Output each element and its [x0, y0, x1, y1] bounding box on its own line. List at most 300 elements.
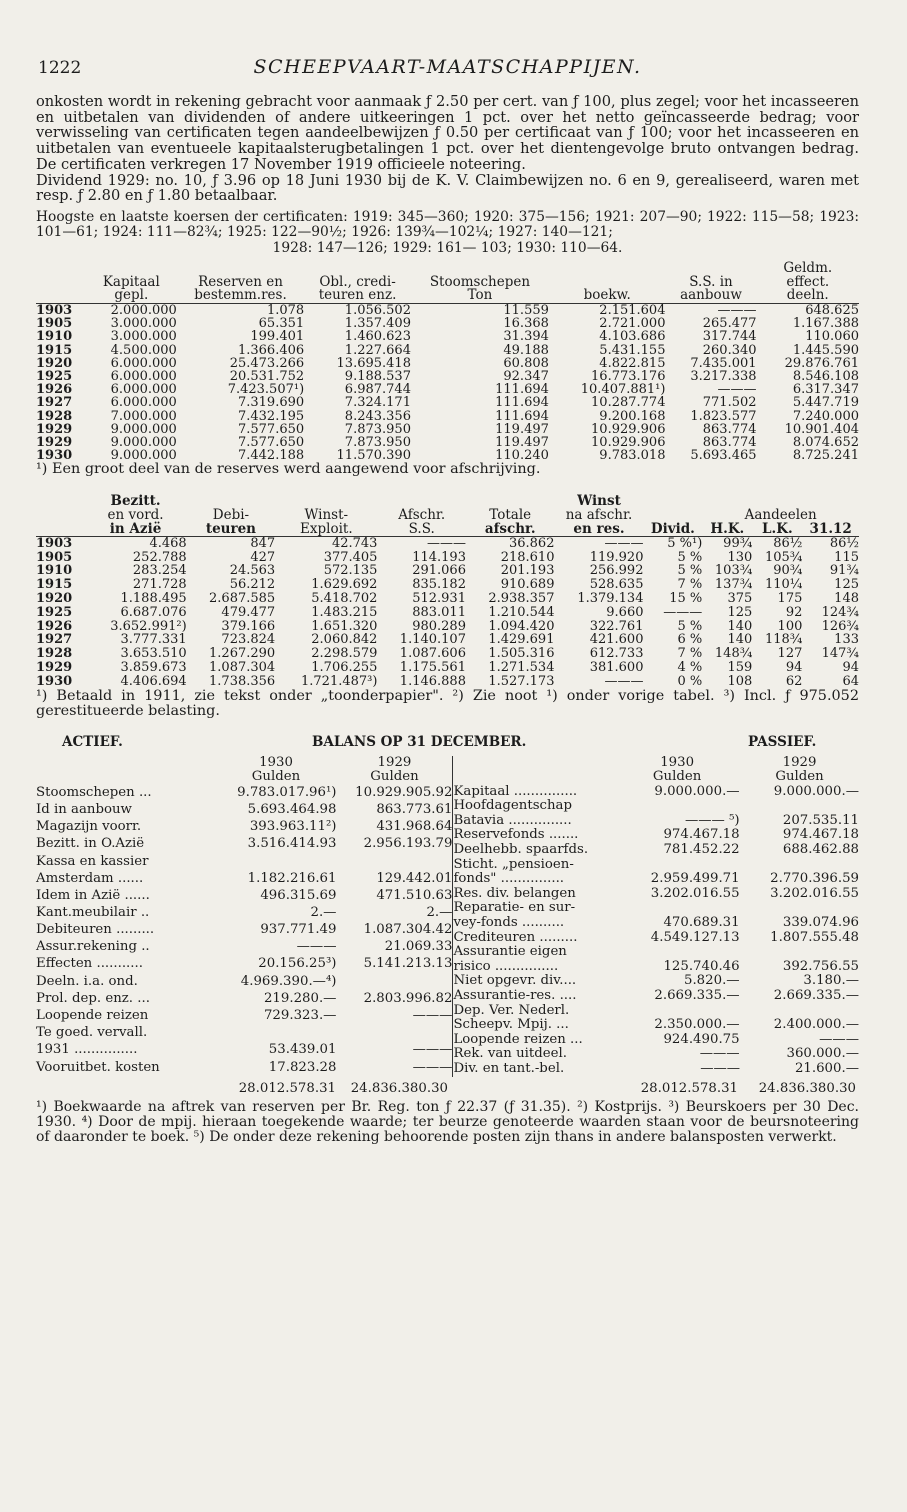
balance-row: [453, 785, 859, 800]
table2-header-row-3: in Azië teuren Exploit. S.S. afschr. en res. Divid. H.K. L.K. 31.12: [36, 522, 859, 537]
table-cell: 2.687.585: [209, 591, 276, 607]
table-cell: 5.693.464.98: [247, 802, 337, 818]
table-cell: Kapitaal ...............: [453, 783, 578, 799]
table-cell: 729.323.—: [263, 1007, 337, 1023]
table-cell: 1.483.215: [311, 604, 378, 620]
actief-body: [36, 785, 452, 1077]
table-cell: ———: [819, 1031, 859, 1047]
table-cell: ———: [604, 673, 644, 689]
table-cell: 111.694: [495, 408, 549, 424]
table-cell: 10.901.404: [784, 421, 859, 437]
table-cell: 5 %: [677, 549, 703, 565]
table-cell: [615, 1004, 740, 1019]
table-cell: 175: [777, 591, 803, 607]
table-cell: 612.733: [589, 646, 644, 662]
table-cell: 21.069.33: [384, 939, 453, 955]
table-cell: 322.761: [589, 618, 644, 634]
balance-row: [453, 843, 859, 858]
table-cell: 1.087.606: [399, 646, 466, 662]
table-cell: Vooruitbet. kosten: [36, 1059, 160, 1075]
page-number: 1222: [38, 58, 82, 78]
table-cell: 317.744: [702, 329, 757, 345]
table-cell: 105¾: [764, 549, 803, 565]
table-cell: 974.467.18: [663, 827, 740, 843]
table-cell: 1925: [36, 604, 73, 620]
balance-row: [36, 853, 452, 870]
balance-row: [453, 1033, 859, 1048]
table-cell: 199.401: [250, 329, 305, 345]
table-cell: 118¾: [764, 632, 803, 648]
table-cell: 974.467.18: [782, 827, 859, 843]
table-cell: 883.011: [412, 604, 466, 620]
total-actief-1929: 24.836.380.30: [350, 1080, 448, 1096]
table-cell: 9.000.000.—: [654, 783, 740, 799]
results-table: [36, 494, 859, 689]
table-cell: 16.773.176: [591, 368, 666, 384]
table-cell: 283.254: [132, 563, 187, 579]
table-cell: 379.166: [221, 618, 276, 634]
table-cell: Loopende reizen ...: [453, 1031, 583, 1047]
table-cell: 2.—: [310, 905, 337, 920]
table-cell: 125.740.46: [663, 958, 740, 974]
dividend-paragraph: Dividend 1929: no. 10, ƒ 3.96 op 18 Juni 1930 bij de K. V. Claimbewijzen no. 6 en 9, gerealiseerd, waren met resp. ƒ 2.80 en ƒ 1.80 betaalbaar.: [36, 171, 859, 205]
table-cell: 1915: [36, 577, 73, 593]
table-cell: 1.445.590: [792, 342, 859, 358]
table-cell: 910.689: [500, 577, 555, 593]
table-cell: 3.516.414.93: [247, 836, 337, 852]
table-cell: 99¾: [723, 535, 753, 551]
table-cell: Kassa en kassier: [36, 853, 149, 869]
table-cell: 140: [727, 618, 753, 634]
table-cell: 1.167.388: [792, 316, 859, 332]
table-cell: 5 %¹): [667, 535, 703, 551]
table-cell: 2.151.604: [599, 302, 666, 318]
table-cell: 924.490.75: [663, 1031, 740, 1047]
table-row: [36, 423, 859, 436]
table-cell: 10.929.906: [591, 434, 666, 450]
table-cell: 7.000.000: [110, 408, 177, 424]
table-cell: Debiteuren .........: [36, 922, 155, 938]
table-cell: 648.625: [805, 302, 859, 318]
table-cell: 1.366.406: [237, 342, 305, 358]
table-cell: [615, 945, 740, 960]
table-cell: 847: [250, 535, 276, 551]
table-cell: 9.000.000: [110, 421, 177, 437]
table-cell: [740, 901, 859, 916]
table-cell: 377.405: [323, 549, 378, 565]
table-cell: [740, 945, 859, 960]
table-cell: ———: [604, 535, 644, 551]
table-cell: 127: [777, 646, 803, 662]
balance-title-row: [36, 734, 859, 754]
passief-body: [453, 785, 859, 1077]
table-cell: 20.531.752: [229, 368, 305, 384]
table-cell: Scheepv. Mpij. ...: [453, 1017, 569, 1033]
table-cell: 42.743: [331, 535, 378, 551]
table-cell: 421.600: [589, 632, 644, 648]
balance-row: [453, 974, 859, 989]
balance-sheet: [36, 756, 859, 1077]
table-cell: 119.920: [589, 549, 644, 565]
table-cell: 1.379.134: [577, 591, 644, 607]
table-row: [36, 675, 859, 689]
table-cell: 94: [785, 660, 803, 676]
table-cell: 1.505.316: [488, 646, 555, 662]
balance-row: [453, 1047, 859, 1062]
table-cell: Bezitt. in O.Azië: [36, 836, 145, 852]
table-cell: 1.182.216.61: [247, 870, 337, 886]
table-cell: 252.788: [132, 549, 187, 565]
passief-table: 1930 1929 Gulden Gulden Kapitaal ............... 9.000.000.— 9.000.000.— Hoofdagentschap Batavia ............... ——— ⁵) 207.535.11 Reservefonds ....... 974.467.18 974.467.18 Deelhebb. spaarfds. 781.452.22 688.462.88 Sticht. „pensioen- fonds" ............... 2.959.499.71 2.770.396.59 Res. div. belangen 3.202.016.55 3.202.016.55 Reparatie- en sur- vey-fonds .......... 470.689.31 339.074.96 Crediteuren ......... 4.549.127.13 1.807.555.48 Assurantie eigen risico ............... 125.740.46 392.756.55 Niet opgevr. div.... 5.820.— 3.180.— Assurantie-res. .... 2.669.335.— 2.669.335.— Dep. Ver. Nederl. Scheepv. Mpij. ... 2.350.000.— 2.400.000.— Loopende reizen ... 924.490.75 ——— Rek. van uitdeel. ——— 360.000.— Div. en tant.-bel. ——— 21.600.—: [453, 754, 859, 1076]
table-cell: 4.103.686: [599, 329, 666, 345]
table-row: [36, 536, 859, 550]
table-cell: Deelhebb. spaarfds.: [453, 842, 589, 857]
table-cell: 13.695.418: [336, 355, 411, 371]
balance-row: [36, 1059, 452, 1076]
table-cell: 8.074.652: [792, 434, 859, 450]
balance-row: [453, 1062, 859, 1077]
balance-footnotes: ¹) Boekwaarde na aftrek van reserven per Br. Reg. ton ƒ 22.37 (ƒ 31.35). ²) Kostprijs. ³) Beurskoers per 30 Dec. 1930. ⁴) Door de mpij. hieraan toegekende waarde; ter beurze genoteerde waarden staan voor de beursnoteering of daaronder te boek. ⁵) De onder deze rekening behoorende posten zijn thans in andere balansposten verwerkt.: [36, 1098, 859, 1145]
table-cell: 1.629.692: [311, 577, 378, 593]
table-cell: 2.803.996.82: [363, 990, 453, 1006]
table-cell: 512.931: [412, 591, 466, 607]
table-cell: 20.156.25³): [258, 956, 337, 972]
table-cell: 1903: [36, 535, 73, 551]
table-cell: ——— ⁵): [684, 812, 740, 828]
table-cell: 219.280.—: [263, 990, 337, 1006]
table-cell: 2.400.000.—: [773, 1017, 859, 1033]
table-cell: 393.963.11²): [249, 819, 337, 835]
table-row: [36, 606, 859, 620]
table-cell: 56.212: [229, 577, 276, 593]
table-cell: 2.669.335.—: [654, 987, 740, 1003]
table1-body: [36, 303, 859, 462]
table-cell: 479.477: [221, 604, 276, 620]
table-cell: 1.078: [266, 302, 305, 318]
table-cell: [615, 901, 740, 916]
table-cell: Magazijn voorr.: [36, 819, 142, 835]
table-cell: 31.394: [503, 329, 549, 345]
table-cell: 62: [785, 673, 803, 689]
balance-row: [36, 939, 452, 956]
table-cell: 1.357.409: [344, 316, 411, 332]
table-cell: Assurantie eigen: [453, 944, 567, 960]
table-cell: 11.570.390: [336, 448, 411, 464]
table-cell: 5.447.719: [792, 395, 859, 411]
table-cell: Effecten ...........: [36, 956, 143, 972]
table-cell: 90¾: [773, 563, 803, 579]
table-cell: 111.694: [495, 382, 549, 398]
table-row: [36, 647, 859, 661]
table-cell: 2.956.193.79: [363, 836, 453, 852]
table-cell: 25.473.266: [229, 355, 305, 371]
table-cell: 3.000.000: [110, 329, 177, 345]
table-cell: 1.146.888: [399, 673, 466, 689]
table-cell: 1905: [36, 316, 73, 332]
table-cell: 5 %: [677, 618, 703, 634]
balance-row: [453, 931, 859, 946]
table-cell: Stoomschepen ...: [36, 784, 152, 800]
table-cell: Crediteuren .........: [453, 929, 578, 945]
balance-row: [453, 799, 859, 814]
table-row: [36, 661, 859, 675]
table-cell: 124¾: [821, 604, 859, 620]
table-cell: 7.435.001: [690, 355, 757, 371]
table-cell: 6.687.076: [120, 604, 187, 620]
balance-row: [36, 991, 452, 1008]
table-cell: Assurantie-res. ....: [453, 987, 577, 1003]
table-cell: 1905: [36, 549, 73, 565]
actief-table: 1930 1929 Gulden Gulden Stoomschepen ... 9.783.017.96¹) 10.929.905.92 Id in aanbouw 5.693.464.98 863.773.61 Magazijn voorr. 393.963.11²) 431.968.64 Bezitt. in O.Azië 3.516.414.93 2.956.193.79 Kassa en kassier Amsterdam ...... 1.182.216.61 129.442.01 Idem in Azië ...... 496.315.69 471.510.63 Kant.meubilair .. 2.— 2.— Debiteuren ......... 937.771.49 1.087.304.42 Assur.rekening .. ——— 21.069.33 Effecten ........... 20.156.25³) 5.141.213.13 Deeln. i.a. ond. 4.969.390.—⁴) Prol. dep. enz. ... 219.280.— 2.803.996.82 Loopende reizen 729.323.— ——— Te goed. vervall. 1931 ............... 53.439.01 ——— Vooruitbet. kosten 17.823.28 ———: [36, 754, 453, 1075]
table-row: [36, 303, 859, 317]
balance-row: [36, 922, 452, 939]
table-cell: ———: [663, 604, 703, 620]
table-cell: 7.577.650: [237, 434, 305, 450]
table-cell: 1.087.304.42: [363, 922, 453, 938]
table-cell: 4.468: [149, 535, 187, 551]
table-cell: 3.202.016.55: [650, 885, 740, 901]
table-cell: [740, 858, 859, 873]
table-cell: 5.693.465: [690, 448, 757, 464]
table-cell: 1.721.487³): [301, 673, 378, 689]
balance-row: [453, 916, 859, 931]
balance-row: [36, 973, 452, 990]
table-cell: 2.—: [426, 905, 453, 920]
balance-row: [453, 814, 859, 829]
table-cell: 470.689.31: [663, 914, 740, 930]
table-cell: 8.546.108: [792, 368, 859, 384]
table-cell: Res. div. belangen: [453, 885, 576, 901]
table-cell: 1920: [36, 591, 73, 607]
table-cell: 6.000.000: [110, 368, 177, 384]
table-cell: 291.066: [412, 563, 466, 579]
table-cell: 5 %: [677, 563, 703, 579]
table-cell: 130: [727, 549, 753, 565]
table-cell: 937.771.49: [260, 922, 337, 938]
table-cell: 2.669.335.—: [773, 987, 859, 1003]
actief-label: ACTIEF.: [62, 733, 123, 750]
table-cell: 4 %: [677, 660, 703, 676]
table2-body: [36, 536, 859, 688]
table-cell: 6.000.000: [110, 395, 177, 411]
table-cell: 863.773.61: [376, 802, 453, 818]
table-cell: ———: [412, 1059, 453, 1075]
table-cell: Prol. dep. enz. ...: [36, 990, 150, 1006]
table-cell: 125: [834, 577, 859, 593]
table-cell: [336, 973, 452, 990]
table-cell: 3.777.331: [120, 632, 187, 648]
table2-header-row-1: Bezitt. Winst: [110, 492, 621, 509]
table-cell: 4.969.390.—⁴): [240, 973, 337, 989]
table-cell: 980.289: [412, 618, 466, 634]
table-cell: ———: [717, 382, 757, 398]
table-cell: 1930: [36, 448, 73, 464]
table-cell: 1927: [36, 395, 73, 411]
table-cell: 10.929.905.92: [355, 784, 453, 800]
table-cell: 1925: [36, 368, 73, 384]
table-cell: 1931 ...............: [36, 1042, 138, 1058]
table-cell: ———: [296, 939, 337, 955]
table-cell: ———: [700, 1060, 741, 1076]
table-cell: 133: [834, 632, 859, 648]
table-cell: 9.783.017.96¹): [237, 784, 337, 800]
balance-row: [36, 1008, 452, 1025]
balance-row: [36, 870, 452, 887]
table-cell: 3.859.673: [120, 660, 187, 676]
table-cell: 110¼: [764, 577, 803, 593]
table-cell: 5.820.—: [684, 973, 740, 989]
table-cell: Te goed. vervall.: [36, 1025, 148, 1041]
table-cell: 17.823.28: [268, 1059, 337, 1075]
table-cell: Batavia ...............: [453, 812, 572, 828]
table-cell: Amsterdam ......: [36, 870, 144, 886]
capital-table: [36, 262, 859, 462]
table-row: [36, 578, 859, 592]
table-cell: 218.610: [500, 549, 555, 565]
table-cell: 1.271.534: [488, 660, 555, 676]
table-cell: Id in aanbouw: [36, 802, 132, 818]
balance-row: [453, 828, 859, 843]
table-cell: 1.227.664: [344, 342, 411, 358]
table1-header-row-2: gepl. bestemm.res. teuren enz. Ton boekw. aanbouw deeln.: [36, 289, 859, 303]
table-cell: Niet opgevr. div....: [453, 973, 577, 989]
table-cell: 137¾: [714, 577, 753, 593]
table-cell: 431.968.64: [376, 819, 453, 835]
table-cell: 148¾: [714, 646, 753, 662]
table-cell: 6.000.000: [110, 382, 177, 398]
table-cell: 1915: [36, 342, 73, 358]
table-cell: 1930: [36, 673, 73, 689]
table-cell: 1926: [36, 382, 73, 398]
table-cell: [215, 1025, 336, 1042]
table-cell: 471.510.63: [376, 887, 453, 903]
table-cell: 1.087.304: [209, 660, 276, 676]
balance-row: [453, 945, 859, 960]
table-cell: 3.000.000: [110, 316, 177, 332]
table-cell: 1.823.577: [690, 408, 757, 424]
table-row: [36, 620, 859, 634]
table-cell: 159: [727, 660, 753, 676]
table-cell: 6.987.744: [344, 382, 411, 398]
table-cell: 7 %: [677, 577, 703, 593]
balance-row: [36, 905, 452, 922]
table-cell: 11.559: [503, 302, 549, 318]
table-cell: 2.000.000: [110, 302, 177, 318]
table-cell: 7.873.950: [344, 434, 411, 450]
intro-paragraph: onkosten wordt in rekening gebracht voor aanmaak ƒ 2.50 per cert. van ƒ 100, plus zegel; voor het incasseeren en uitbetalen van dividenden of andere uitkeeringen 1 pct. over het netto geïncasseerde bedrag; voor verwisseling van certificaten tegen aandeelbewijzen ƒ 0.50 per certificaat van ƒ 100; voor het incasseeren en uitbetalen van eventueele kapitaalsterugbetalingen 1 pct. over het dientengevolge bruto ontvangen bedrag. De certificaten verkregen 17 November 1919 officieele noteering.: [36, 93, 859, 173]
table-cell: 1929: [36, 660, 73, 676]
balance-row: [453, 887, 859, 902]
table-cell: 2.721.000: [599, 316, 666, 332]
table-cell: 10.929.906: [591, 421, 666, 437]
table-cell: 8.725.241: [792, 448, 859, 464]
table-cell: 147¾: [821, 646, 859, 662]
table-cell: ———: [426, 535, 466, 551]
table-cell: 1.429.691: [488, 632, 555, 648]
table-cell: 427: [250, 549, 276, 565]
table1-top-header: Geldm.: [783, 260, 833, 277]
table-cell: 111.694: [495, 395, 549, 411]
table-cell: 1.460.623: [344, 329, 411, 345]
table-cell: 86½: [829, 535, 859, 551]
table-cell: 572.135: [323, 563, 378, 579]
table-cell: 260.340: [702, 342, 757, 358]
table-cell: 119.497: [495, 434, 549, 450]
table-cell: 201.193: [500, 563, 555, 579]
balance-row: [453, 960, 859, 975]
table-cell: 392.756.55: [782, 958, 859, 974]
table-cell: 1926: [36, 618, 73, 634]
table-cell: 375: [727, 591, 753, 607]
table-cell: 863.774: [702, 421, 757, 437]
table-cell: Reservefonds .......: [453, 827, 579, 843]
page-header: [36, 52, 859, 86]
table-cell: 6 %: [677, 632, 703, 648]
table-cell: 1928: [36, 646, 73, 662]
table-cell: Reparatie- en sur-: [453, 900, 576, 916]
table-cell: 2.298.579: [311, 646, 378, 662]
table-cell: 9.188.537: [344, 368, 411, 384]
table-cell: 9.783.018: [599, 448, 666, 464]
table-cell: 60.808: [503, 355, 549, 371]
table-cell: 8.243.356: [344, 408, 411, 424]
balance-row: [453, 858, 859, 873]
table-cell: Rek. van uitdeel.: [453, 1046, 567, 1062]
balance-row: [36, 956, 452, 973]
table-cell: 2.350.000.—: [654, 1017, 740, 1033]
table-cell: 9.200.168: [599, 408, 666, 424]
table-cell: 10.287.774: [591, 395, 666, 411]
table-cell: 4.822.815: [599, 355, 666, 371]
table-cell: 1903: [36, 302, 73, 318]
table-row: [36, 344, 859, 357]
table-cell: 7.442.188: [237, 448, 305, 464]
table-cell: 688.462.88: [782, 842, 859, 857]
table-cell: 29.876.761: [784, 355, 859, 371]
table-cell: 21.600.—: [794, 1060, 859, 1076]
table-cell: 1929: [36, 421, 73, 437]
table-cell: [740, 1004, 859, 1019]
table-cell: 115: [834, 549, 859, 565]
table-cell: 5.418.702: [311, 591, 378, 607]
table2-footnote: ¹) Betaald in 1911, zie tekst onder „toonderpapier". ²) Zie noot ¹) onder vorige tabel. ³) Incl. ƒ 975.052 gerestitueerde belasting.: [36, 687, 859, 720]
table-cell: 65.351: [258, 316, 305, 332]
table-cell: vey-fonds ..........: [453, 914, 565, 930]
table-cell: 3.202.016.55: [770, 885, 859, 901]
balance-totals: [36, 1081, 859, 1096]
table-cell: Deeln. i.a. ond.: [36, 973, 138, 989]
table-cell: [615, 799, 740, 814]
table-cell: [336, 1025, 452, 1042]
table-cell: 9.000.000: [110, 448, 177, 464]
table-cell: 496.315.69: [260, 887, 337, 903]
table-cell: 1.210.544: [488, 604, 555, 620]
balance-row: [453, 1004, 859, 1019]
table-cell: 15 %: [669, 591, 703, 607]
table-cell: [336, 853, 452, 870]
table-cell: 94: [842, 660, 859, 676]
running-title: SCHEEPVAART-MAATSCHAPPIJEN.: [253, 56, 642, 78]
table-cell: 1.807.555.48: [770, 929, 859, 945]
table-cell: 528.635: [589, 577, 644, 593]
table-cell: 1.651.320: [311, 618, 378, 634]
table-cell: 10.407.881¹): [580, 382, 666, 398]
table-cell: 723.824: [221, 632, 276, 648]
table-cell: 2.959.499.71: [650, 871, 740, 887]
table-row: [36, 564, 859, 578]
table-cell: 1928: [36, 408, 73, 424]
table-cell: 36.862: [508, 535, 555, 551]
